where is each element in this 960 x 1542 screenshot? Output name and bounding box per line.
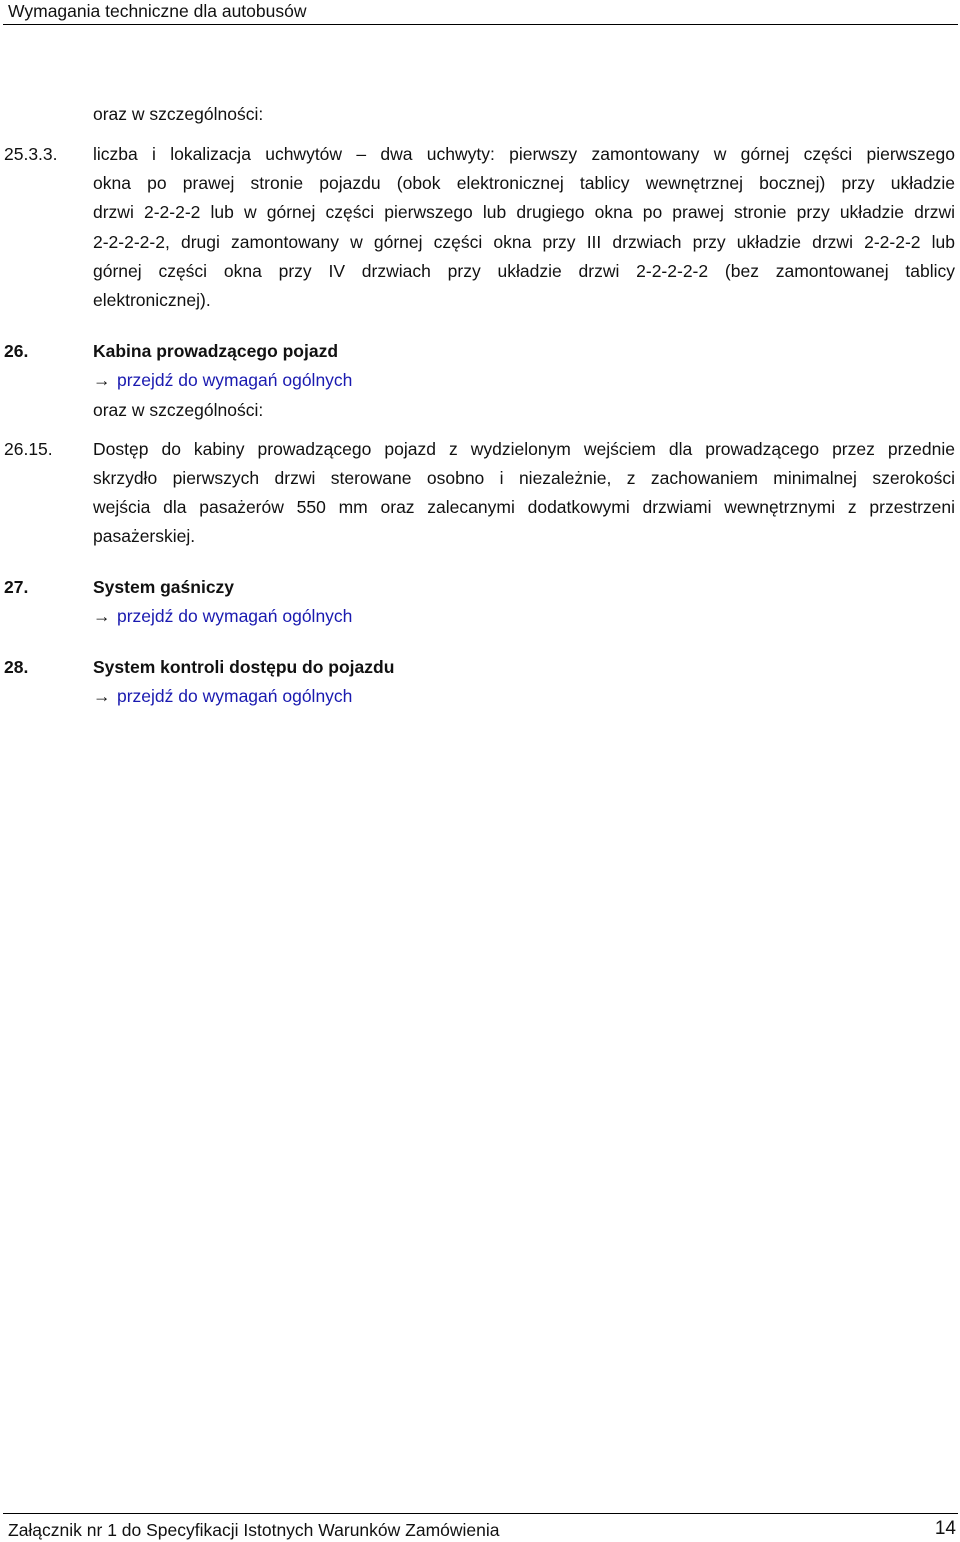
item-25-3-3-line-2: okna po prawej stronie pojazdu (obok elektronicznej tablicy wewnętrznej bocznej) przy układzie	[93, 173, 955, 193]
arrow-right-icon: →	[93, 686, 111, 706]
item-25-3-3-line-1: liczba i lokalizacja uchwytów – dwa uchwyty: pierwszy zamontowany w górnej części pierwszego	[93, 144, 955, 164]
section-28-link[interactable]: przejdź do wymagań ogólnych	[117, 686, 353, 706]
item-25-3-3-line-6: elektronicznej).	[93, 290, 211, 310]
section-27-link[interactable]: przejdź do wymagań ogólnych	[117, 606, 353, 626]
section-27-title: System gaśniczy	[93, 577, 235, 597]
section-26-number: 26.	[4, 341, 29, 361]
item-25-3-3-number: 25.3.3.	[4, 144, 58, 164]
item-25-3-3-line-3: drzwi 2-2-2-2 lub w górnej części pierwszego lub drugiego okna po prawej stronie przy układzie drzwi	[93, 202, 955, 222]
arrow-right-icon: →	[93, 370, 111, 390]
section-28-number: 28.	[4, 657, 29, 677]
item-25-3-3-line-5: górnej części okna przy IV drzwiach przy układzie drzwi 2-2-2-2-2 (bez zamontowanej tablicy	[93, 261, 955, 281]
item-26-15-line-4: pasażerskiej.	[93, 526, 196, 546]
arrow-right-icon: →	[93, 606, 111, 626]
page-number: 14	[934, 1518, 956, 1539]
header-title: Wymagania techniczne dla autobusów	[8, 1, 307, 21]
section-26-title: Kabina prowadzącego pojazd	[93, 341, 339, 361]
section-28-title: System kontroli dostępu do pojazdu	[93, 657, 395, 677]
section-25-intro: oraz w szczególności:	[93, 104, 264, 124]
section-26-link-row[interactable]	[93, 369, 352, 391]
item-25-3-3-line-4: 2-2-2-2-2, drugi zamontowany w górnej części okna przy III drzwiach przy układzie drzwi 2-2-2-2 lub	[93, 232, 955, 252]
footer-text: Załącznik nr 1 do Specyfikacji Istotnych Warunków Zamówienia	[8, 1520, 500, 1540]
item-26-15-line-2: skrzydło pierwszych drzwi sterowane osobno i niezależnie, z zachowaniem minimalnej szerokości	[93, 468, 955, 488]
section-26-intro: oraz w szczególności:	[93, 400, 264, 420]
section-28-link-row[interactable]	[93, 685, 352, 707]
item-26-15-line-1: Dostęp do kabiny prowadzącego pojazd z wydzielonym wejściem dla prowadzącego przez przednie	[93, 439, 955, 459]
page-header	[3, 0, 958, 25]
section-26-link[interactable]: przejdź do wymagań ogólnych	[117, 370, 353, 390]
page-footer	[3, 1513, 958, 1542]
item-26-15-line-3: wejścia dla pasażerów 550 mm oraz zalecanymi dodatkowymi drzwiami wewnętrznymi z przestrzeni	[93, 497, 955, 517]
section-27-number: 27.	[4, 577, 29, 597]
section-27-link-row[interactable]	[93, 605, 352, 627]
item-26-15-number: 26.15.	[4, 439, 53, 459]
